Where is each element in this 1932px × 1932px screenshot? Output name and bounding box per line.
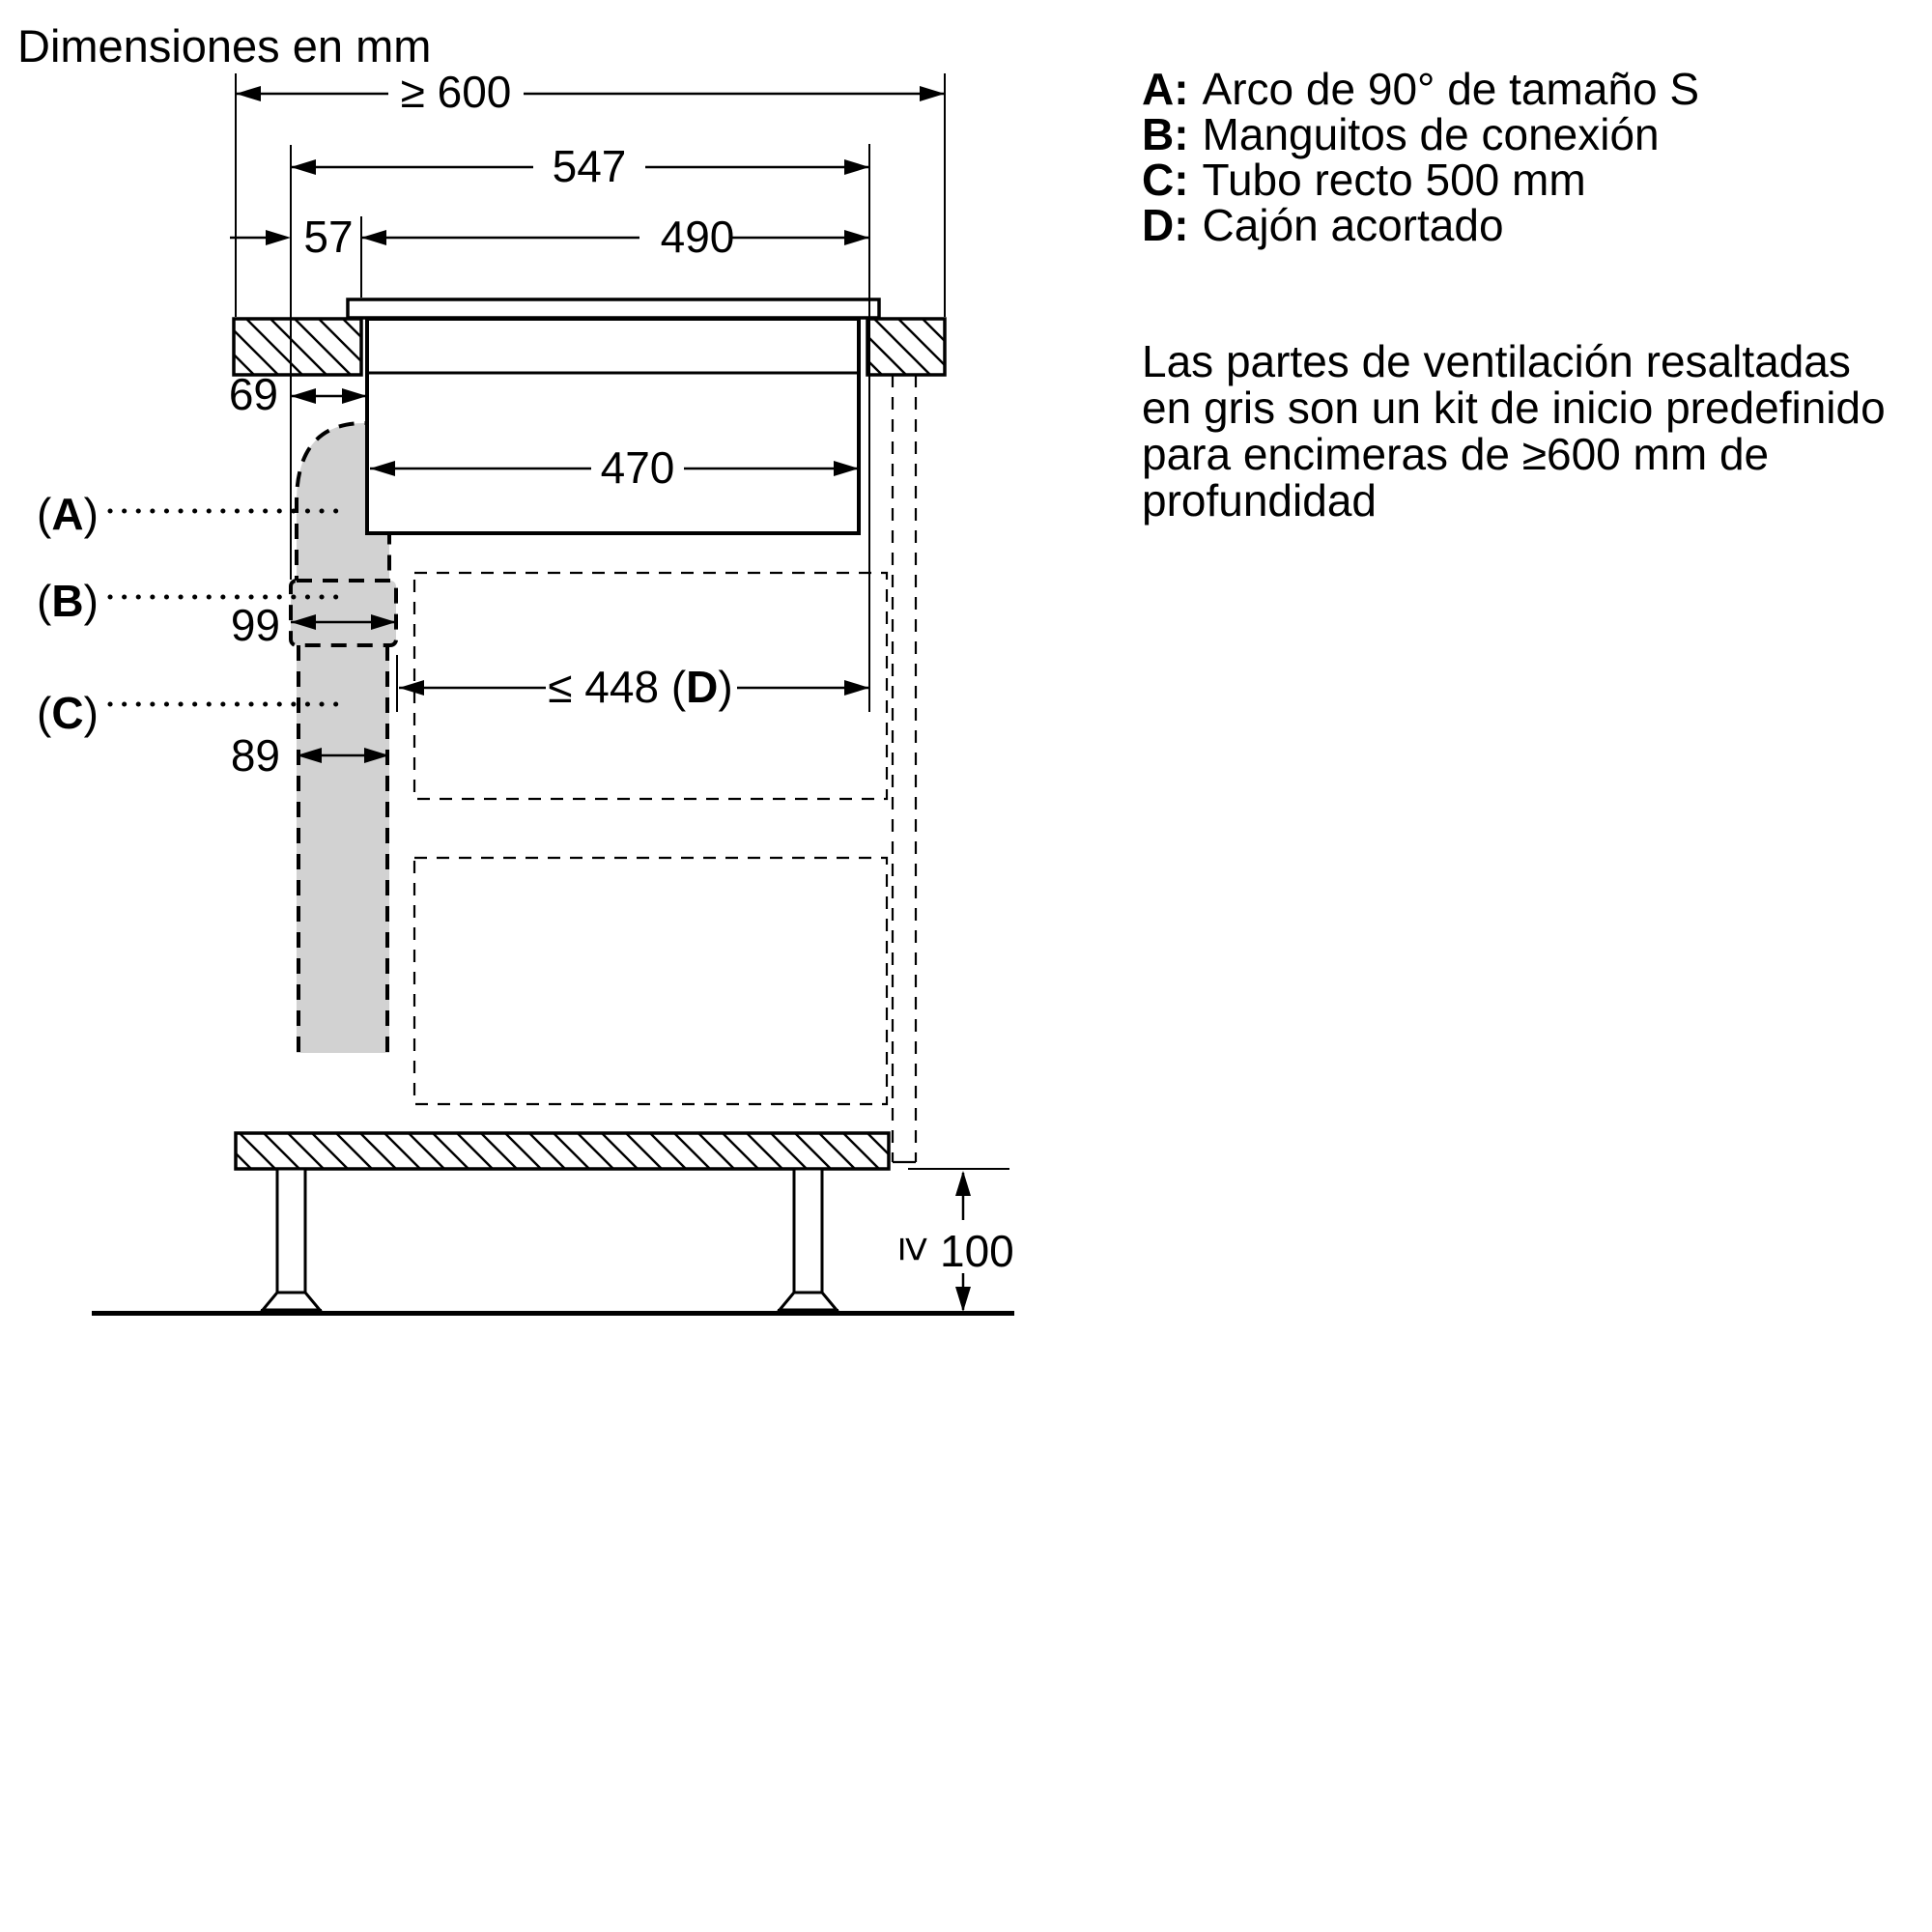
- dim-label-600: ≥ 600: [400, 67, 512, 117]
- gray-parts-note: [1142, 336, 1886, 526]
- note-line-2: en gris son un kit de inicio predefinido: [1142, 383, 1886, 433]
- dim-label-69: 69: [228, 369, 278, 419]
- dim-label-57: 57: [303, 212, 354, 262]
- part-label-C: (C): [37, 688, 99, 738]
- worktop-front-section: [234, 319, 361, 375]
- legend-item-b: B: Manguitos de conexión: [1142, 109, 1660, 159]
- dim-drawer-depth: [399, 662, 869, 712]
- hob-body-box: [367, 319, 859, 533]
- right-leg: [778, 1169, 838, 1312]
- dim-label-100: 100: [940, 1226, 1014, 1276]
- part-label-B: (B): [37, 576, 99, 626]
- dim-duct-front-gap: [229, 369, 367, 419]
- dim-label-547: 547: [552, 141, 627, 191]
- dim-label-99: 99: [230, 600, 280, 650]
- note-line-4: profundidad: [1142, 475, 1377, 526]
- dim-worktop-depth: [236, 67, 945, 117]
- dim-floor-clearance: [891, 1171, 1014, 1312]
- legend-item-c: C: Tubo recto 500 mm: [1142, 155, 1586, 205]
- legend-item-a: A: Arco de 90° de tamaño S: [1142, 64, 1700, 114]
- legend-item-d: D: Cajón acortado: [1142, 200, 1504, 250]
- page-title: Dimensiones en mm: [17, 20, 432, 71]
- dim-hob-width: [291, 141, 869, 191]
- dim-label-470: 470: [600, 442, 675, 493]
- dim-label-geq-rotated: ≥: [890, 1236, 941, 1262]
- dim-cutout-width: [361, 212, 869, 262]
- dim-label-448: ≤ 448 (D): [548, 662, 733, 712]
- dim-label-89: 89: [230, 730, 280, 781]
- cooktop-glass-plate: [348, 299, 879, 318]
- legend: [1142, 64, 1699, 250]
- note-line-1: Las partes de ventilación resaltadas: [1142, 336, 1851, 386]
- lower-cabinet-dashed-box: [414, 858, 887, 1104]
- part-label-A: (A): [37, 489, 99, 539]
- left-leg: [261, 1169, 322, 1312]
- worktop-rear-section: [867, 319, 945, 375]
- note-line-3: para encimeras de ≥600 mm de: [1142, 429, 1770, 479]
- dim-label-490: 490: [660, 212, 735, 262]
- duct-connection-sleeve-B: [291, 581, 396, 645]
- base-shelf: [236, 1133, 889, 1169]
- duct-straight-tube-C: [297, 645, 389, 1053]
